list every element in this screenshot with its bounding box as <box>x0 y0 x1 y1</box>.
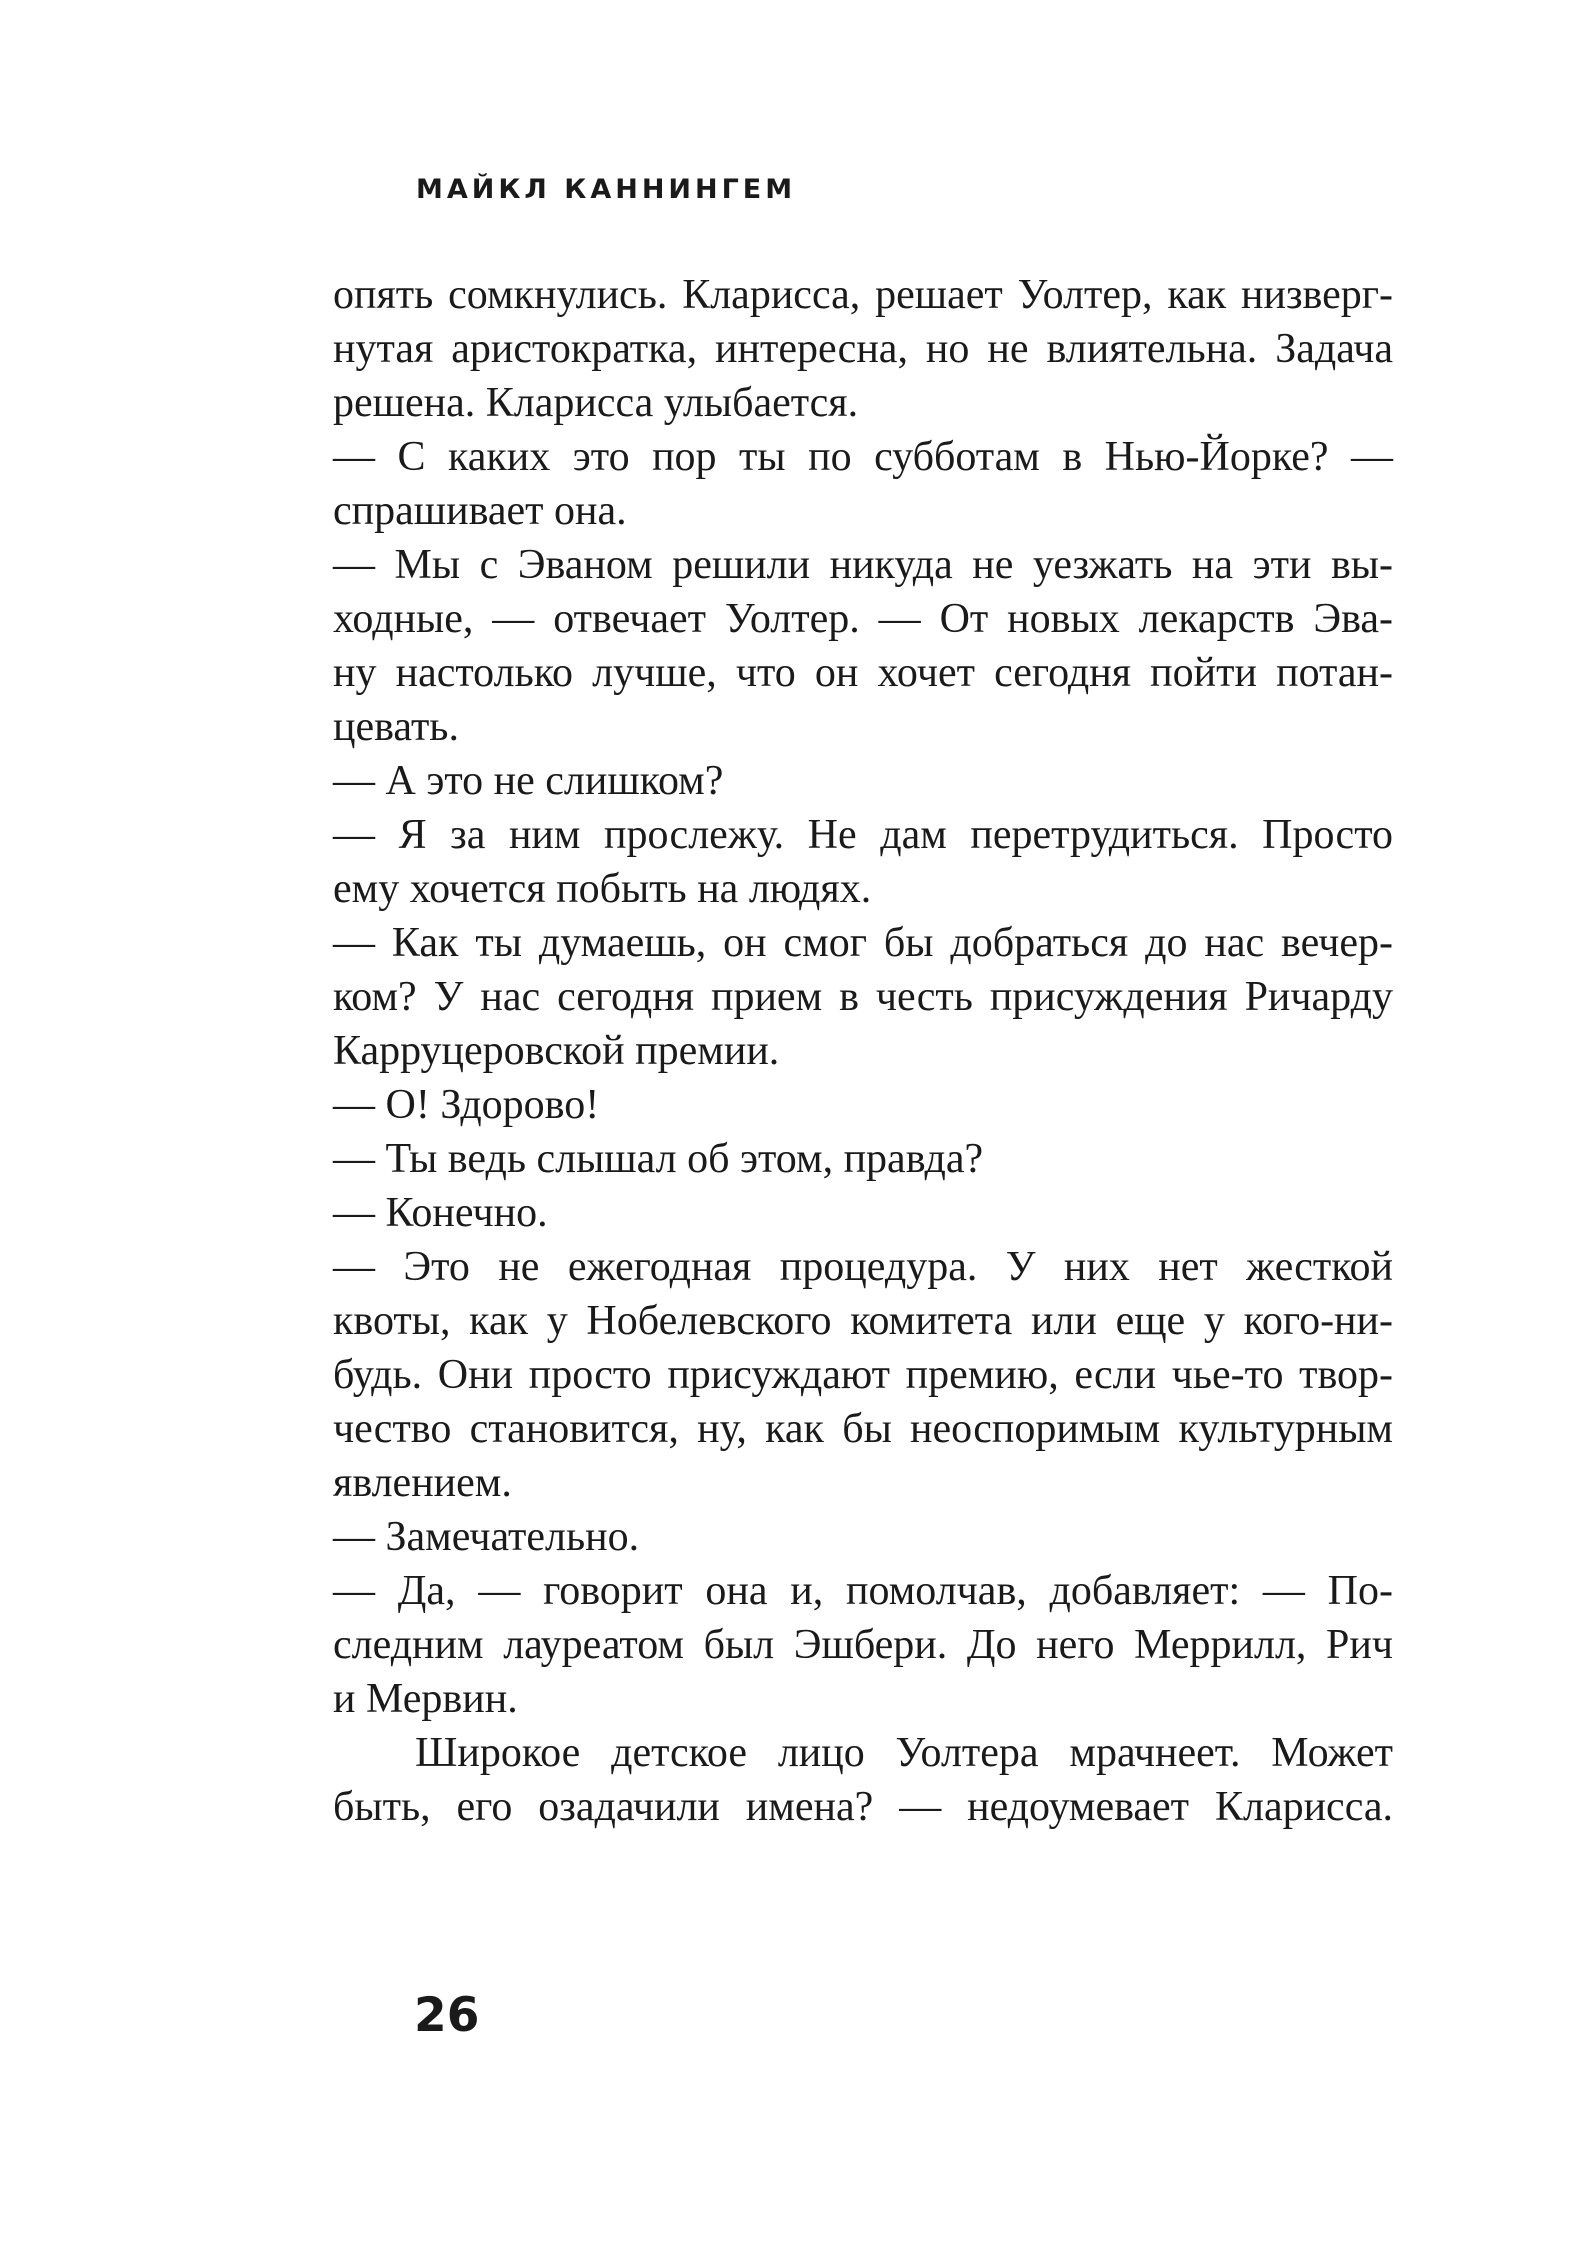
running-head-author: МАЙКЛ КАННИНГЕМ <box>416 174 797 205</box>
text-line: ком? У нас сегодня прием в честь присуждения Ричарду <box>333 974 1393 1020</box>
text-line: Карруцеровской премии. <box>333 1028 780 1074</box>
text-line: чество становится, ну, как бы неоспоримым культурным <box>333 1406 1393 1452</box>
text-line: — Конечно. <box>333 1190 548 1236</box>
text-line: — Замечательно. <box>333 1514 640 1560</box>
text-line: ходные, — отвечает Уолтер. — От новых лекарств Эва- <box>333 596 1393 642</box>
text-line: нутая аристократка, интересна, но не влиятельна. Задача <box>333 326 1393 372</box>
text-line: — Как ты думаешь, он смог бы добраться до нас вечер- <box>333 920 1393 966</box>
text-line: — Да, — говорит она и, помолчав, добавляет: — По- <box>333 1568 1393 1614</box>
text-line: квоты, как у Нобелевского комитета или еще у кого-ни- <box>333 1298 1393 1344</box>
text-line: — О! Здорово! <box>333 1082 600 1128</box>
text-line: — А это не слишком? <box>333 758 724 804</box>
text-line: быть, его озадачили имена? — недоумевает Кларисса. <box>333 1784 1393 1830</box>
text-line: будь. Они просто присуждают премию, если чье-то твор- <box>333 1352 1393 1398</box>
text-line: и Мервин. <box>333 1676 518 1722</box>
page-number: 26 <box>414 1988 480 2043</box>
text-line: решена. Кларисса улыбается. <box>333 380 859 426</box>
text-line: явлением. <box>333 1460 512 1506</box>
text-line: Широкое детское лицо Уолтера мрачнеет. Может <box>415 1730 1393 1776</box>
text-line: — Мы с Эваном решили никуда не уезжать на эти вы- <box>333 542 1393 588</box>
text-line: опять сомкнулись. Кларисса, решает Уолтер, как низверг- <box>333 272 1393 318</box>
text-line: ну настолько лучше, что он хочет сегодня пойти потан- <box>333 650 1393 696</box>
text-line: цевать. <box>333 704 459 750</box>
body-text <box>333 268 1393 1834</box>
text-line: — Я за ним прослежу. Не дам перетрудиться. Просто <box>333 812 1393 858</box>
text-line: — Ты ведь слышал об этом, правда? <box>333 1136 984 1182</box>
text-line: — Это не ежегодная процедура. У них нет жесткой <box>333 1244 1393 1290</box>
text-line: следним лауреатом был Эшбери. До него Меррилл, Рич <box>333 1622 1393 1668</box>
text-line: ему хочется побыть на людях. <box>333 866 872 912</box>
text-line: спрашивает она. <box>333 488 627 534</box>
text-line: — С каких это пор ты по субботам в Нью-Йорке? — <box>333 434 1393 480</box>
